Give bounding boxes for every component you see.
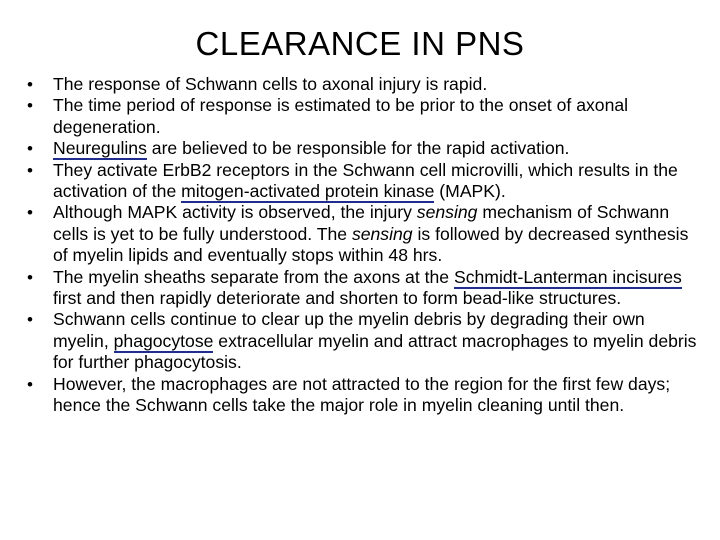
bullet-item bbox=[25, 95, 701, 138]
bullet-dot-icon: • bbox=[27, 139, 33, 159]
bullet-dot-icon: • bbox=[27, 160, 33, 180]
bullet-item bbox=[25, 309, 701, 373]
schmidt-lanterman-link[interactable]: Schmidt-Lanterman incisures bbox=[453, 266, 682, 287]
neuregulins-link[interactable]: Neuregulins bbox=[53, 138, 147, 159]
bullet-text: are believed to be responsible for the rapid activation. bbox=[146, 138, 570, 159]
bullet-dot-icon: • bbox=[27, 374, 33, 394]
bullet-dot-icon: • bbox=[27, 75, 33, 94]
emphasis-text: sensing bbox=[416, 202, 478, 223]
bullet-text: first and then rapidly deteriorate and shorten to form bead-like structures. bbox=[53, 288, 622, 309]
bullet-text: Although MAPK activity is observed, the injury bbox=[53, 202, 417, 223]
emphasis-text: sensing bbox=[351, 223, 413, 244]
bullet-text: (MAPK). bbox=[434, 181, 506, 202]
bullet-item bbox=[25, 374, 701, 417]
bullet-text: They activate ErbB2 receptors in the Schwann cell microvilli, which results in the activation of the bbox=[53, 159, 678, 202]
bullet-item bbox=[25, 74, 701, 95]
bullet-text: The myelin sheaths separate from the axons at the bbox=[53, 266, 454, 287]
bullet-list bbox=[25, 74, 701, 417]
bullet-item bbox=[25, 267, 701, 310]
bullet-item bbox=[25, 160, 701, 203]
bullet-text: is followed by decreased synthesis of myelin lipids and eventually stops within 48 hrs. bbox=[53, 223, 689, 266]
bullet-dot-icon: • bbox=[27, 310, 33, 330]
bullet-text: mechanism of Schwann cells is yet to be fully understood. The bbox=[53, 202, 670, 244]
bullet-item bbox=[25, 138, 701, 159]
phagocytose-link[interactable]: phagocytose bbox=[113, 330, 214, 351]
bullet-dot-icon: • bbox=[27, 203, 33, 223]
bullet-text: The response of Schwann cells to axonal injury is rapid. bbox=[53, 74, 488, 94]
slide-title: CLEARANCE IN PNS bbox=[195, 25, 525, 62]
bullet-dot-icon: • bbox=[27, 267, 33, 287]
bullet-dot-icon: • bbox=[27, 96, 33, 116]
bullet-text: The time period of response is estimated to be prior to the onset of axonal degeneration. bbox=[53, 95, 629, 137]
bullet-text: extracellular myelin and attract macrophages to myelin debris for further phagocytosis. bbox=[53, 330, 697, 373]
mapk-link[interactable]: mitogen-activated protein kinase bbox=[181, 181, 435, 202]
bullet-text: Schwann cells continue to clear up the myelin debris by degrading their own myelin, bbox=[53, 309, 645, 351]
bullet-item bbox=[25, 202, 701, 266]
bullet-text: However, the macrophages are not attracted to the region for the first few days; hence the Schwann cells take the major role in myelin cleaning until then. bbox=[53, 373, 671, 416]
